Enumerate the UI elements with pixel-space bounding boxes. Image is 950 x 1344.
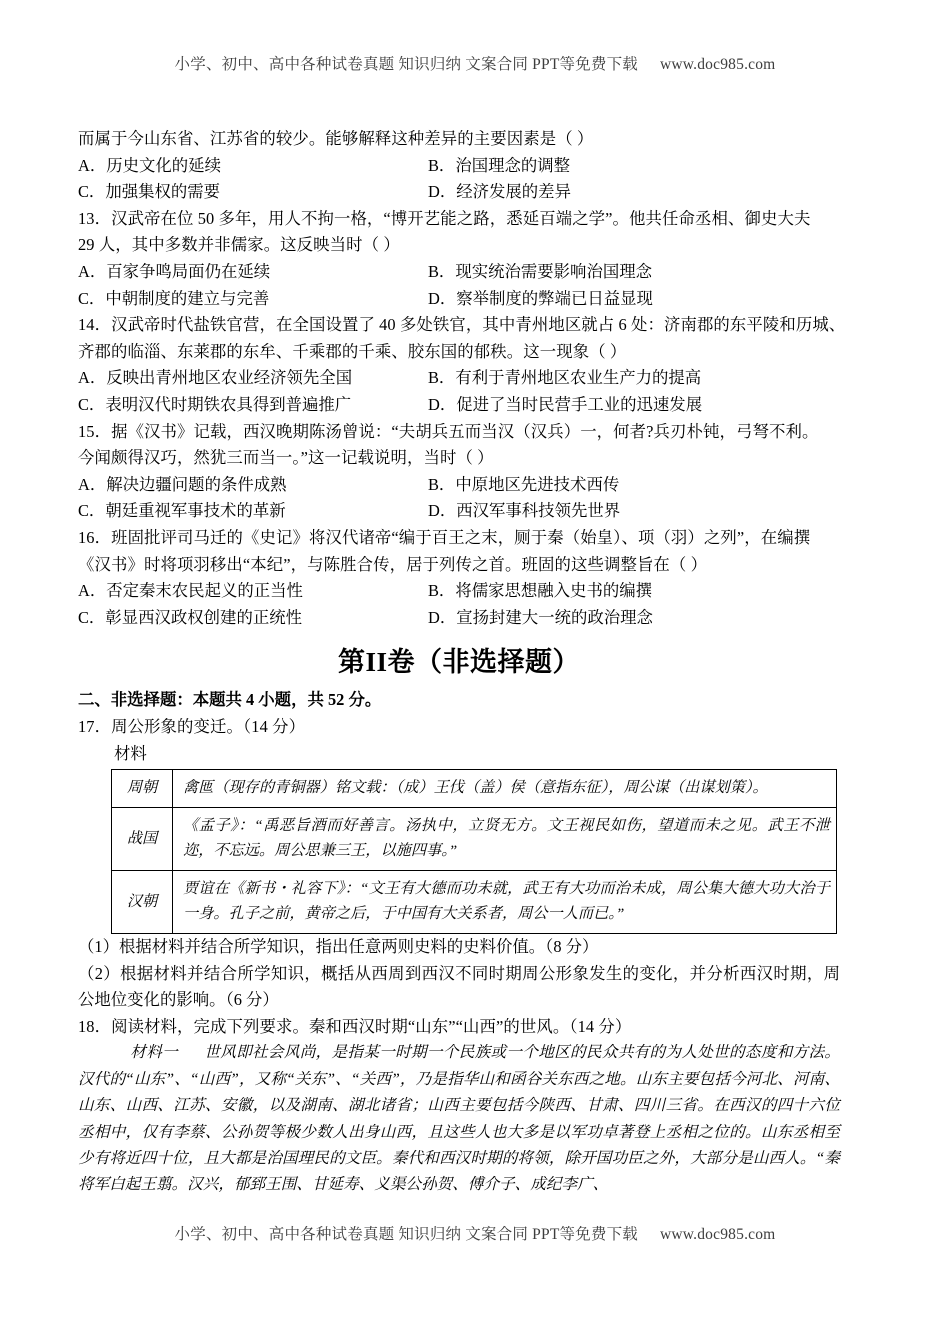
table-cell-era: 汉朝 [112, 870, 173, 933]
q13-options-row-1 [78, 259, 840, 286]
q15-option-d[interactable]: D．西汉军事科技领先世界 [428, 501, 621, 521]
q13-stem-line-2: 29 人，其中多数并非儒家。这反映当时（ ） [78, 235, 400, 255]
section-2-intro: 二、非选择题：本题共 4 小题，共 52 分。 [78, 690, 382, 710]
table-row [112, 870, 837, 933]
q14-option-a[interactable]: A．反映出青州地区农业经济领先全国 [78, 368, 353, 388]
q18-material-paragraph [78, 1040, 840, 1198]
q17-title: 17．周公形象的变迁。（14 分） [78, 717, 306, 737]
q16-stem-line-1: 16．班固批评司马迁的《史记》将汉代诸帝“编于百王之末，厕于秦（始皇）、项（羽）之列”，在编撰 [78, 527, 811, 547]
table-cell-text: 禽匜（现存的青铜器）铭文载：（成）王伐（盖）侯（意指东征），周公谋（出谋划策）。 [173, 770, 837, 808]
q14-stem-line-1: 14．汉武帝时代盐铁官营，在全国设置了 40 多处铁官，其中青州地区就占 6 处：济南郡的东平陵和历城、 [78, 315, 846, 335]
q16-option-d[interactable]: D．宣扬封建大一统的政治理念 [428, 607, 653, 627]
q13-option-c[interactable]: C．中朝制度的建立与完善 [78, 288, 270, 308]
q18-material-text: 世风即社会风尚，是指某一时期一个民族或一个地区的民众共有的为人处世的态度和方法。汉代的“山东”、“山西”，又称“关东”、“关西”，乃是指华山和函谷关东西之地。山东主要包括今河北、河南、山东、山西、江苏、安徽，以及湖南、湖北诸省；山西主要包括今陕西、甘肃、四川三省。在西汉的四十六位丞相中，仅有李蔡、公孙贺等极少数人出身山西，且这些人也大多是以军功卓著登上丞相之位的。山东丞相至少有将近四十位，且大都是治国理民的文臣。秦代和西汉时期的将领，除开国功臣之外，大部分是山西人。“秦将军白起王翦。汉兴，郁郅王围、甘延寿、义渠公孙贺、傅介子、成纪李广、 [78, 1044, 841, 1194]
q13-option-d[interactable]: D．察举制度的弊端已日益显现 [428, 288, 653, 308]
q12-stem-tail: 而属于今山东省、江苏省的较少。能够解释这种差异的主要因素是（ ） [78, 129, 594, 148]
q17-sub-question-1: （1）根据材料并结合所学知识，指出任意两则史料的史料价值。（8 分） [78, 936, 599, 956]
q17-source-table [111, 769, 837, 934]
table-cell-era: 周朝 [112, 770, 173, 808]
q14-option-c[interactable]: C．表明汉代时期铁农具得到普遍推广 [78, 394, 352, 414]
q12-options-row-1 [78, 153, 840, 180]
q15-option-b[interactable]: B．中原地区先进技术西传 [428, 474, 620, 494]
q17-sub-question-2: （2）根据材料并结合所学知识，概括从西周到西汉不同时期周公形象发生的变化，并分析西汉时期，周公地位变化的影响。（6 分） [78, 963, 840, 1010]
table-cell-text: 《孟子》：“禹恶旨酒而好善言。汤执中，立贤无方。文王视民如伤，望道而未之见。武王不泄迩，不忘远。周公思兼三王，以施四事。” [173, 807, 837, 870]
q12-option-b[interactable]: B．治国理念的调整 [428, 155, 571, 175]
q16-option-b[interactable]: B．将儒家思想融入史书的编撰 [428, 581, 653, 601]
q18-material-label: 材料一 [130, 1044, 179, 1062]
q12-option-c[interactable]: C．加强集权的需要 [78, 182, 221, 202]
q15-options-row-1 [78, 472, 840, 499]
watermark-url: www.doc985.com [659, 56, 776, 73]
q13-stem-line-1: 13．汉武帝在位 50 多年，用人不拘一格，“博开艺能之路，悉延百端之学”。他共任命丞相、御史大夫 [78, 208, 811, 228]
q16-option-c[interactable]: C．彰显西汉政权创建的正统性 [78, 607, 303, 627]
q18-title: 18．阅读材料，完成下列要求。秦和西汉时期“山东”“山西”的世风。（14 分） [78, 1016, 632, 1036]
q16-option-a[interactable]: A．否定秦末农民起义的正当性 [78, 581, 303, 601]
watermark-text: 小学、初中、高中各种试卷真题 知识归纳 文案合同 PPT等免费下载 [174, 1226, 638, 1243]
q15-option-c[interactable]: C．朝廷重视军事技术的革新 [78, 501, 286, 521]
section-2-banner: 第II卷（非选择题） [337, 647, 580, 678]
q12-option-a[interactable]: A．历史文化的延续 [78, 155, 221, 175]
q14-stem-line-2: 齐郡的临淄、东莱郡的东牟、千乘郡的千乘、胶东国的郁秩。这一现象（ ） [78, 341, 627, 361]
q14-options-row-1 [78, 365, 840, 392]
q13-option-b[interactable]: B．现实统治需要影响治国理念 [428, 261, 653, 281]
table-cell-text: 贾谊在《新书・礼容下》：“文王有大德而功未就，武王有大功而治未成，周公集大德大功大治于一身。孔子之前，黄帝之后，于中国有大关系者，周公一人而已。” [173, 870, 837, 933]
q15-stem-line-1: 15．据《汉书》记载，西汉晚期陈汤曾说：“夫胡兵五而当汉（汉兵）一，何者?兵刃朴钝，弓弩不利。 [78, 421, 819, 441]
q16-options-row-2 [78, 605, 840, 632]
watermark-url: www.doc985.com [659, 1226, 776, 1243]
q13-option-a[interactable]: A．百家争鸣局面仍在延续 [78, 261, 271, 281]
q17-material-label: 材料 [114, 743, 147, 763]
table-cell-era: 战国 [112, 807, 173, 870]
q15-stem-line-2: 今闻颇得汉巧，然犹三而当一。”这一记载说明，当时（ ） [78, 448, 494, 468]
q15-option-a[interactable]: A．解决边疆问题的条件成熟 [78, 474, 287, 494]
table-row [112, 807, 837, 870]
document-body [78, 126, 846, 1199]
q16-options-row-1 [78, 578, 840, 605]
q13-options-row-2 [78, 286, 840, 313]
q16-stem-line-2: 《汉书》时将项羽移出“本纪”，与陈胜合传，居于列传之首。班固的这些调整旨在（ ） [78, 554, 708, 574]
q14-option-d[interactable]: D．促进了当时民营手工业的迅速发展 [428, 394, 703, 414]
q14-options-row-2 [78, 392, 840, 419]
q15-options-row-2 [78, 498, 840, 525]
watermark-text: 小学、初中、高中各种试卷真题 知识归纳 文案合同 PPT等免费下载 [174, 56, 638, 73]
q12-options-row-2 [78, 179, 840, 206]
q14-option-b[interactable]: B．有利于青州地区农业生产力的提高 [428, 368, 702, 388]
watermark-bottom [0, 1222, 950, 1244]
q12-option-d[interactable]: D．经济发展的差异 [428, 182, 571, 202]
table-row [112, 770, 837, 808]
watermark-top [0, 52, 950, 74]
